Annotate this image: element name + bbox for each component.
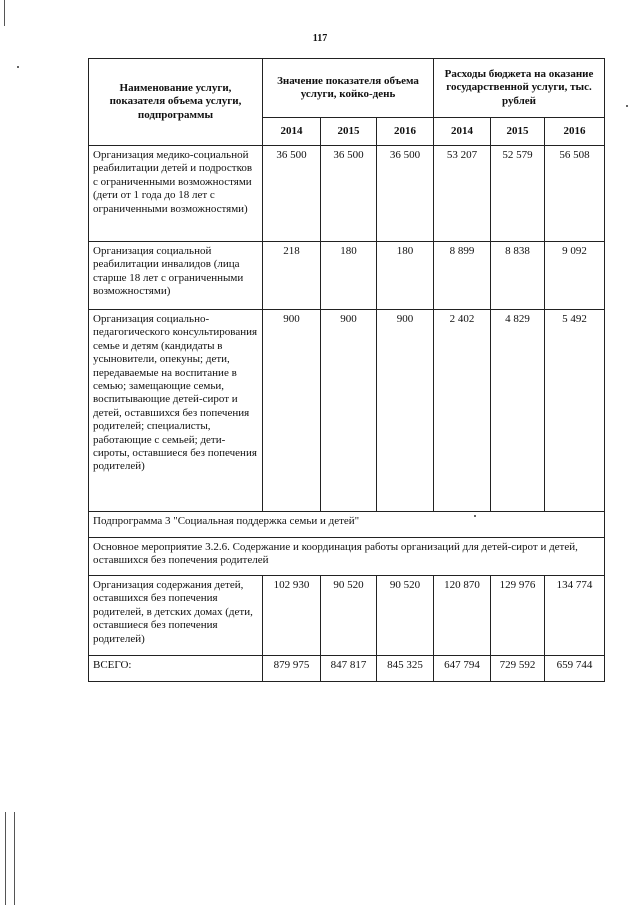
year-header: 2014 — [434, 118, 491, 146]
expense-2015: 52 579 — [491, 146, 545, 242]
measure-title: Основное мероприятие 3.2.6. Содержание и координация работы организаций для детей-сирот и детей, оставшихся без попечения родителей — [89, 538, 605, 576]
scan-edge-line — [14, 812, 15, 905]
table-row — [89, 242, 605, 310]
year-header: 2016 — [545, 118, 605, 146]
table-header-row — [89, 59, 605, 118]
scan-speck — [626, 105, 628, 107]
service-name: Организация содержания детей, оставшихся без попечения родителей, в детских домах (дети, оставшиеся без попечения родителей) — [89, 576, 263, 656]
expense-2014: 120 870 — [434, 576, 491, 656]
value-2014: 900 — [263, 310, 321, 512]
value-2015: 900 — [321, 310, 377, 512]
expense-2014: 2 402 — [434, 310, 491, 512]
scan-speck — [17, 66, 19, 68]
expense-2016: 5 492 — [545, 310, 605, 512]
total-value-2014: 879 975 — [263, 656, 321, 682]
service-name: Организация социальной реабилитации инвалидов (лица старше 18 лет с ограниченными возможностями) — [89, 242, 263, 310]
value-2014: 36 500 — [263, 146, 321, 242]
value-2016: 36 500 — [377, 146, 434, 242]
budget-table — [88, 58, 605, 682]
expense-2016: 134 774 — [545, 576, 605, 656]
subprogram-row — [89, 512, 605, 538]
year-header: 2015 — [491, 118, 545, 146]
total-value-2015: 847 817 — [321, 656, 377, 682]
year-header: 2015 — [321, 118, 377, 146]
year-header: 2014 — [263, 118, 321, 146]
expense-2015: 8 838 — [491, 242, 545, 310]
total-value-2016: 845 325 — [377, 656, 434, 682]
value-2016: 900 — [377, 310, 434, 512]
table-row — [89, 146, 605, 242]
service-name: Организация социально-педагогического консультирования семье и детям (кандидаты в усыновители, опекуны; дети, передаваемые на воспитание в семью; замещающие семьи, воспитывающие детей-сирот и детей, оставшихся без попечения родителей; специалисты, работающие с семьей; дети-сироты, оставшиеся без попечения родителей) — [89, 310, 263, 512]
expense-2016: 56 508 — [545, 146, 605, 242]
total-expense-2016: 659 744 — [545, 656, 605, 682]
subprogram-title: Подпрограмма 3 "Социальная поддержка семьи и детей" — [89, 512, 605, 538]
table-row — [89, 576, 605, 656]
value-2014: 218 — [263, 242, 321, 310]
expense-2015: 4 829 — [491, 310, 545, 512]
table-row — [89, 310, 605, 512]
total-expense-2014: 647 794 — [434, 656, 491, 682]
scan-edge-line — [5, 812, 6, 905]
total-row — [89, 656, 605, 682]
total-expense-2015: 729 592 — [491, 656, 545, 682]
value-2014: 102 930 — [263, 576, 321, 656]
expense-2014: 53 207 — [434, 146, 491, 242]
total-label: ВСЕГО: — [89, 656, 263, 682]
scan-edge-line — [4, 0, 5, 26]
expense-2014: 8 899 — [434, 242, 491, 310]
value-2016: 180 — [377, 242, 434, 310]
expense-2015: 129 976 — [491, 576, 545, 656]
year-header: 2016 — [377, 118, 434, 146]
service-name: Организация медико-социальной реабилитации детей и подростков с ограниченными возможностями (дети от 1 года до 18 лет с ограниченными возможностями) — [89, 146, 263, 242]
value-2015: 90 520 — [321, 576, 377, 656]
header-expenses: Расходы бюджета на оказание государственной услуги, тыс. рублей — [434, 59, 605, 118]
value-2016: 90 520 — [377, 576, 434, 656]
header-value: Значение показателя объема услуги, койко-день — [263, 59, 434, 118]
measure-row — [89, 538, 605, 576]
value-2015: 36 500 — [321, 146, 377, 242]
page-number: 117 — [312, 33, 328, 44]
header-name: Наименование услуги, показателя объема услуги, подпрограммы — [89, 59, 263, 146]
expense-2016: 9 092 — [545, 242, 605, 310]
value-2015: 180 — [321, 242, 377, 310]
